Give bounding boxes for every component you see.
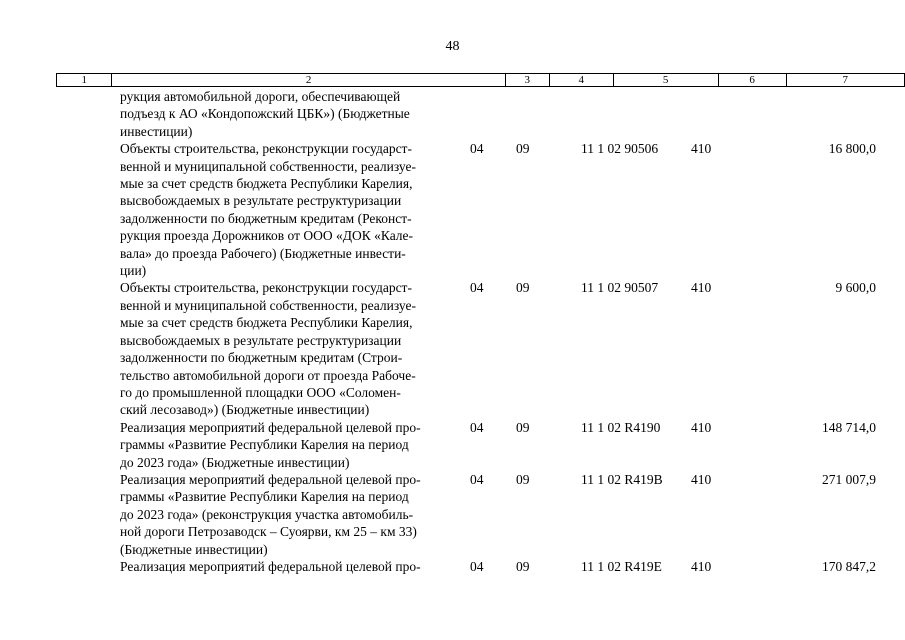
row-name-line: задолженности по бюджетным кредитам (Реконст- [120, 210, 412, 226]
table-body [0, 88, 905, 575]
table-row [0, 88, 905, 140]
row-name [120, 471, 460, 558]
column-header-3: 3 [505, 74, 549, 87]
row-name-line: рукция проезда Дорожников от ООО «ДОК «Кале- [120, 228, 414, 244]
row-name-line: го до промышленной площадки ООО «Соломен- [120, 384, 401, 400]
table-row [0, 279, 905, 418]
row-name [120, 419, 460, 471]
row-amount: 271 007,9 [822, 471, 876, 487]
row-amount: 16 800,0 [828, 141, 876, 157]
table-row [0, 471, 905, 558]
page-number: 48 [445, 39, 460, 54]
row-name-line: Реализация мероприятий федеральной целевой про- [120, 419, 421, 435]
row-name [120, 558, 460, 575]
row-name [120, 140, 460, 279]
row-name-line: Объекты строительства, реконструкции государст- [120, 141, 412, 157]
row-target-article: 11 1 02 R419Е [581, 558, 662, 574]
row-name-line: Объекты строительства, реконструкции государст- [120, 280, 412, 296]
row-name-line: тельство автомобильной дороги от проезда Рабоче- [120, 367, 416, 383]
row-name-line: венной и муниципальной собственности, реализуе- [120, 297, 416, 313]
row-name-line: венной и муниципальной собственности, реализуе- [120, 158, 416, 174]
column-header-7: 7 [786, 74, 904, 87]
row-section: 04 [470, 141, 484, 157]
row-name-line: подъезд к АО «Кондопожский ЦБК») (Бюджетные [120, 106, 410, 122]
row-expense-type: 410 [691, 141, 712, 157]
row-section: 04 [470, 471, 484, 487]
row-expense-type: 410 [691, 419, 712, 435]
row-name-line: ский лесозавод») (Бюджетные инвестиции) [120, 402, 370, 418]
row-name-line: мые за счет средств бюджета Республики Карелия, [120, 315, 413, 331]
row-name-line: граммы «Развитие Республики Карелия на период [120, 489, 409, 505]
row-section: 04 [470, 280, 484, 296]
column-header-2: 2 [112, 74, 505, 87]
row-section: 04 [470, 558, 484, 574]
table-row [0, 558, 905, 575]
row-name-line: ной дороги Петрозаводск – Суоярви, км 25 – км 33) [120, 524, 417, 540]
row-name-line: ции) [120, 263, 147, 279]
row-target-article: 11 1 02 R4190 [581, 419, 661, 435]
row-name-line: высвобождаемых в результате реструктуризации [120, 193, 402, 209]
row-subsection: 09 [516, 558, 530, 574]
column-header-6: 6 [718, 74, 786, 87]
row-amount: 148 714,0 [822, 419, 876, 435]
row-target-article: 11 1 02 90507 [581, 280, 659, 296]
row-name-line: мые за счет средств бюджета Республики Карелия, [120, 176, 413, 192]
row-expense-type: 410 [691, 280, 712, 296]
row-name-line: инвестиции) [120, 123, 193, 139]
row-subsection: 09 [516, 471, 530, 487]
row-name [120, 279, 460, 418]
column-header-1: 1 [57, 74, 112, 87]
row-subsection: 09 [516, 419, 530, 435]
row-name-line: до 2023 года» (Бюджетные инвестиции) [120, 454, 350, 470]
row-amount: 170 847,2 [822, 558, 876, 574]
row-name-line: высвобождаемых в результате реструктуризации [120, 332, 402, 348]
row-name-line: Реализация мероприятий федеральной целевой про- [120, 558, 421, 574]
row-target-article: 11 1 02 R419В [581, 471, 663, 487]
row-name-line: Реализация мероприятий федеральной целевой про- [120, 471, 421, 487]
row-target-article: 11 1 02 90506 [581, 141, 659, 157]
row-expense-type: 410 [691, 558, 712, 574]
row-name-line: вала» до проезда Рабочего) (Бюджетные инвести- [120, 245, 406, 261]
row-expense-type: 410 [691, 471, 712, 487]
row-name-line: рукция автомобильной дороги, обеспечивающей [120, 89, 401, 104]
column-header-4: 4 [549, 74, 613, 87]
row-name [120, 88, 460, 140]
row-name-line: граммы «Развитие Республики Карелия на период [120, 437, 409, 453]
row-subsection: 09 [516, 280, 530, 296]
column-header-5: 5 [613, 74, 718, 87]
table-row [0, 140, 905, 279]
row-name-line: (Бюджетные инвестиции) [120, 541, 268, 557]
row-amount: 9 600,0 [835, 280, 876, 296]
row-section: 04 [470, 419, 484, 435]
row-name-line: до 2023 года» (реконструкция участка автомобиль- [120, 506, 414, 522]
row-subsection: 09 [516, 141, 530, 157]
table-header [56, 73, 905, 87]
table-row [0, 419, 905, 471]
row-name-line: задолженности по бюджетным кредитам (Строи- [120, 350, 403, 366]
